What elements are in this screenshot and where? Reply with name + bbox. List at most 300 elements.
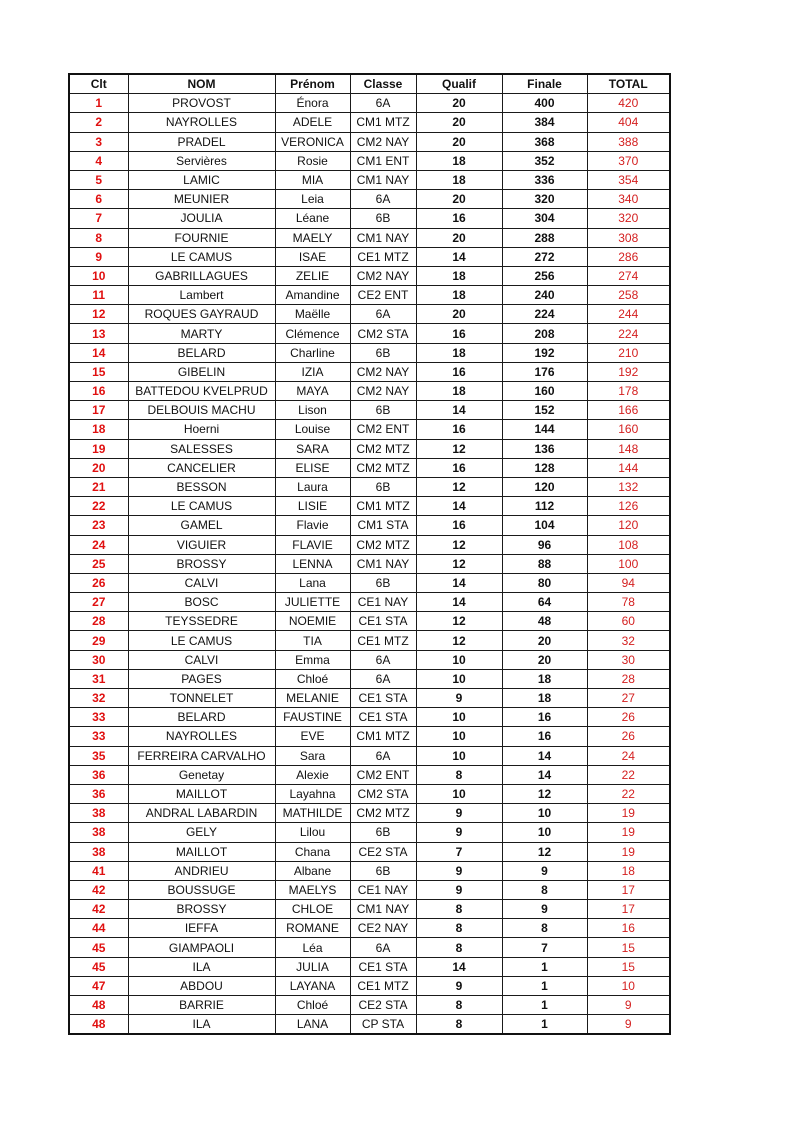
table-row xyxy=(69,439,670,458)
nom-cell: ABDOU xyxy=(128,976,275,995)
total-cell: 17 xyxy=(587,900,670,919)
classe-cell: 6A xyxy=(350,650,416,669)
total-cell: 192 xyxy=(587,362,670,381)
classe-cell: CM1 NAY xyxy=(350,554,416,573)
rank-cell: 32 xyxy=(69,689,128,708)
prenom-cell: ROMANE xyxy=(275,919,350,938)
prenom-cell: Léane xyxy=(275,209,350,228)
total-cell: 420 xyxy=(587,94,670,113)
finale-cell: 20 xyxy=(502,631,587,650)
table-row xyxy=(69,919,670,938)
nom-cell: GELY xyxy=(128,823,275,842)
rank-cell: 45 xyxy=(69,938,128,957)
finale-cell: 20 xyxy=(502,650,587,669)
table-row xyxy=(69,823,670,842)
classe-cell: CE2 ENT xyxy=(350,286,416,305)
prenom-cell: MATHILDE xyxy=(275,804,350,823)
nom-cell: LAMIC xyxy=(128,170,275,189)
table-row xyxy=(69,593,670,612)
nom-cell: TEYSSEDRE xyxy=(128,612,275,631)
table-row xyxy=(69,765,670,784)
prenom-cell: Albane xyxy=(275,861,350,880)
qualif-cell: 8 xyxy=(416,996,502,1015)
qualif-cell: 14 xyxy=(416,593,502,612)
table-row xyxy=(69,132,670,151)
prenom-cell: Énora xyxy=(275,94,350,113)
classe-cell: CM1 ENT xyxy=(350,151,416,170)
prenom-cell: FLAVIE xyxy=(275,535,350,554)
prenom-cell: Chloé xyxy=(275,669,350,688)
finale-cell: 12 xyxy=(502,784,587,803)
prenom-cell: Léa xyxy=(275,938,350,957)
rank-cell: 14 xyxy=(69,343,128,362)
total-cell: 19 xyxy=(587,842,670,861)
nom-cell: SALESSES xyxy=(128,439,275,458)
finale-cell: 136 xyxy=(502,439,587,458)
qualif-cell: 18 xyxy=(416,343,502,362)
prenom-cell: FAUSTINE xyxy=(275,708,350,727)
classe-cell: CM2 STA xyxy=(350,784,416,803)
table-row xyxy=(69,286,670,305)
qualif-cell: 20 xyxy=(416,228,502,247)
rank-cell: 18 xyxy=(69,420,128,439)
table-row xyxy=(69,880,670,899)
prenom-cell: TIA xyxy=(275,631,350,650)
qualif-cell: 18 xyxy=(416,266,502,285)
rank-cell: 21 xyxy=(69,477,128,496)
finale-cell: 384 xyxy=(502,113,587,132)
total-cell: 388 xyxy=(587,132,670,151)
total-cell: 166 xyxy=(587,401,670,420)
qualif-cell: 10 xyxy=(416,650,502,669)
finale-cell: 10 xyxy=(502,804,587,823)
header-prenom: Prénom xyxy=(275,74,350,94)
total-cell: 120 xyxy=(587,516,670,535)
qualif-cell: 20 xyxy=(416,305,502,324)
qualif-cell: 14 xyxy=(416,497,502,516)
classe-cell: CE2 STA xyxy=(350,996,416,1015)
header-classe: Classe xyxy=(350,74,416,94)
prenom-cell: LANA xyxy=(275,1015,350,1035)
rank-cell: 20 xyxy=(69,458,128,477)
rank-cell: 47 xyxy=(69,976,128,995)
table-row xyxy=(69,382,670,401)
prenom-cell: LISIE xyxy=(275,497,350,516)
finale-cell: 10 xyxy=(502,823,587,842)
finale-cell: 16 xyxy=(502,727,587,746)
classe-cell: CE1 STA xyxy=(350,689,416,708)
prenom-cell: MAYA xyxy=(275,382,350,401)
prenom-cell: Maëlle xyxy=(275,305,350,324)
finale-cell: 288 xyxy=(502,228,587,247)
classe-cell: CM2 STA xyxy=(350,324,416,343)
rank-cell: 42 xyxy=(69,900,128,919)
total-cell: 26 xyxy=(587,727,670,746)
table-row xyxy=(69,535,670,554)
table-row xyxy=(69,900,670,919)
rank-cell: 13 xyxy=(69,324,128,343)
classe-cell: CM1 NAY xyxy=(350,900,416,919)
total-cell: 178 xyxy=(587,382,670,401)
total-cell: 210 xyxy=(587,343,670,362)
nom-cell: ANDRIEU xyxy=(128,861,275,880)
header-nom: NOM xyxy=(128,74,275,94)
classe-cell: CE1 STA xyxy=(350,612,416,631)
total-cell: 148 xyxy=(587,439,670,458)
total-cell: 24 xyxy=(587,746,670,765)
finale-cell: 320 xyxy=(502,190,587,209)
table-row xyxy=(69,842,670,861)
nom-cell: LE CAMUS xyxy=(128,497,275,516)
prenom-cell: ELISE xyxy=(275,458,350,477)
classe-cell: CE1 MTZ xyxy=(350,247,416,266)
qualif-cell: 9 xyxy=(416,823,502,842)
prenom-cell: EVE xyxy=(275,727,350,746)
total-cell: 19 xyxy=(587,804,670,823)
prenom-cell: Chana xyxy=(275,842,350,861)
qualif-cell: 16 xyxy=(416,324,502,343)
table-row xyxy=(69,209,670,228)
total-cell: 224 xyxy=(587,324,670,343)
rank-cell: 38 xyxy=(69,804,128,823)
table-row xyxy=(69,113,670,132)
total-cell: 126 xyxy=(587,497,670,516)
rank-cell: 9 xyxy=(69,247,128,266)
finale-cell: 1 xyxy=(502,1015,587,1035)
classe-cell: CM1 NAY xyxy=(350,170,416,189)
table-row xyxy=(69,573,670,592)
qualif-cell: 10 xyxy=(416,669,502,688)
qualif-cell: 14 xyxy=(416,573,502,592)
classe-cell: 6B xyxy=(350,477,416,496)
finale-cell: 8 xyxy=(502,880,587,899)
total-cell: 286 xyxy=(587,247,670,266)
qualif-cell: 16 xyxy=(416,362,502,381)
table-row xyxy=(69,170,670,189)
classe-cell: CM2 MTZ xyxy=(350,804,416,823)
rank-cell: 8 xyxy=(69,228,128,247)
finale-cell: 128 xyxy=(502,458,587,477)
finale-cell: 240 xyxy=(502,286,587,305)
total-cell: 15 xyxy=(587,957,670,976)
finale-cell: 7 xyxy=(502,938,587,957)
finale-cell: 8 xyxy=(502,919,587,938)
rank-cell: 16 xyxy=(69,382,128,401)
total-cell: 15 xyxy=(587,938,670,957)
results-page xyxy=(68,73,671,1035)
nom-cell: JOULIA xyxy=(128,209,275,228)
rank-cell: 2 xyxy=(69,113,128,132)
total-cell: 100 xyxy=(587,554,670,573)
finale-cell: 9 xyxy=(502,900,587,919)
prenom-cell: ZELIE xyxy=(275,266,350,285)
rank-cell: 31 xyxy=(69,669,128,688)
nom-cell: BESSON xyxy=(128,477,275,496)
nom-cell: BROSSY xyxy=(128,900,275,919)
total-cell: 9 xyxy=(587,1015,670,1035)
total-cell: 60 xyxy=(587,612,670,631)
table-row xyxy=(69,190,670,209)
rank-cell: 5 xyxy=(69,170,128,189)
table-row xyxy=(69,708,670,727)
classe-cell: 6B xyxy=(350,823,416,842)
nom-cell: BROSSY xyxy=(128,554,275,573)
qualif-cell: 16 xyxy=(416,209,502,228)
nom-cell: BARRIE xyxy=(128,996,275,1015)
table-row xyxy=(69,669,670,688)
rank-cell: 10 xyxy=(69,266,128,285)
nom-cell: Lambert xyxy=(128,286,275,305)
finale-cell: 9 xyxy=(502,861,587,880)
total-cell: 28 xyxy=(587,669,670,688)
table-row xyxy=(69,343,670,362)
prenom-cell: Amandine xyxy=(275,286,350,305)
qualif-cell: 10 xyxy=(416,746,502,765)
total-cell: 132 xyxy=(587,477,670,496)
rank-cell: 15 xyxy=(69,362,128,381)
header-qualif: Qualif xyxy=(416,74,502,94)
finale-cell: 1 xyxy=(502,957,587,976)
finale-cell: 14 xyxy=(502,765,587,784)
prenom-cell: LAYANA xyxy=(275,976,350,995)
qualif-cell: 18 xyxy=(416,151,502,170)
total-cell: 30 xyxy=(587,650,670,669)
table-row xyxy=(69,612,670,631)
qualif-cell: 12 xyxy=(416,477,502,496)
qualif-cell: 12 xyxy=(416,631,502,650)
rank-cell: 45 xyxy=(69,957,128,976)
classe-cell: CE2 NAY xyxy=(350,919,416,938)
qualif-cell: 14 xyxy=(416,957,502,976)
prenom-cell: Rosie xyxy=(275,151,350,170)
classe-cell: 6A xyxy=(350,94,416,113)
prenom-cell: NOEMIE xyxy=(275,612,350,631)
table-row xyxy=(69,94,670,113)
total-cell: 144 xyxy=(587,458,670,477)
table-row xyxy=(69,420,670,439)
nom-cell: ROQUES GAYRAUD xyxy=(128,305,275,324)
prenom-cell: ADELE xyxy=(275,113,350,132)
nom-cell: MEUNIER xyxy=(128,190,275,209)
classe-cell: CE1 NAY xyxy=(350,880,416,899)
classe-cell: CP STA xyxy=(350,1015,416,1035)
finale-cell: 368 xyxy=(502,132,587,151)
classe-cell: CE2 STA xyxy=(350,842,416,861)
finale-cell: 192 xyxy=(502,343,587,362)
finale-cell: 18 xyxy=(502,689,587,708)
total-cell: 18 xyxy=(587,861,670,880)
total-cell: 27 xyxy=(587,689,670,708)
prenom-cell: IZIA xyxy=(275,362,350,381)
table-body xyxy=(69,94,670,1035)
classe-cell: CM1 MTZ xyxy=(350,727,416,746)
total-cell: 32 xyxy=(587,631,670,650)
qualif-cell: 12 xyxy=(416,612,502,631)
rank-cell: 29 xyxy=(69,631,128,650)
rank-cell: 36 xyxy=(69,765,128,784)
qualif-cell: 14 xyxy=(416,401,502,420)
nom-cell: BELARD xyxy=(128,708,275,727)
rank-cell: 17 xyxy=(69,401,128,420)
classe-cell: CM1 STA xyxy=(350,516,416,535)
table-row xyxy=(69,228,670,247)
prenom-cell: Charline xyxy=(275,343,350,362)
finale-cell: 304 xyxy=(502,209,587,228)
nom-cell: DELBOUIS MACHU xyxy=(128,401,275,420)
nom-cell: PROVOST xyxy=(128,94,275,113)
prenom-cell: ISAE xyxy=(275,247,350,266)
total-cell: 244 xyxy=(587,305,670,324)
table-row xyxy=(69,401,670,420)
classe-cell: CM2 MTZ xyxy=(350,439,416,458)
qualif-cell: 18 xyxy=(416,382,502,401)
table-row xyxy=(69,362,670,381)
classe-cell: 6A xyxy=(350,190,416,209)
prenom-cell: MAELY xyxy=(275,228,350,247)
finale-cell: 256 xyxy=(502,266,587,285)
header-finale: Finale xyxy=(502,74,587,94)
rank-cell: 23 xyxy=(69,516,128,535)
table-row xyxy=(69,976,670,995)
classe-cell: CM2 ENT xyxy=(350,420,416,439)
classe-cell: CM2 ENT xyxy=(350,765,416,784)
table-row xyxy=(69,458,670,477)
nom-cell: MAILLOT xyxy=(128,784,275,803)
qualif-cell: 9 xyxy=(416,689,502,708)
finale-cell: 336 xyxy=(502,170,587,189)
rank-cell: 26 xyxy=(69,573,128,592)
qualif-cell: 8 xyxy=(416,765,502,784)
prenom-cell: Flavie xyxy=(275,516,350,535)
classe-cell: 6A xyxy=(350,938,416,957)
classe-cell: 6B xyxy=(350,209,416,228)
total-cell: 108 xyxy=(587,535,670,554)
prenom-cell: CHLOE xyxy=(275,900,350,919)
classe-cell: CM2 MTZ xyxy=(350,535,416,554)
nom-cell: Genetay xyxy=(128,765,275,784)
prenom-cell: Louise xyxy=(275,420,350,439)
total-cell: 160 xyxy=(587,420,670,439)
finale-cell: 80 xyxy=(502,573,587,592)
prenom-cell: Chloé xyxy=(275,996,350,1015)
finale-cell: 400 xyxy=(502,94,587,113)
rank-cell: 41 xyxy=(69,861,128,880)
nom-cell: PRADEL xyxy=(128,132,275,151)
nom-cell: CANCELIER xyxy=(128,458,275,477)
total-cell: 94 xyxy=(587,573,670,592)
nom-cell: NAYROLLES xyxy=(128,113,275,132)
nom-cell: Servières xyxy=(128,151,275,170)
qualif-cell: 9 xyxy=(416,976,502,995)
finale-cell: 120 xyxy=(502,477,587,496)
rank-cell: 12 xyxy=(69,305,128,324)
finale-cell: 16 xyxy=(502,708,587,727)
nom-cell: VIGUIER xyxy=(128,535,275,554)
qualif-cell: 9 xyxy=(416,861,502,880)
table-row xyxy=(69,247,670,266)
nom-cell: TONNELET xyxy=(128,689,275,708)
prenom-cell: Laura xyxy=(275,477,350,496)
qualif-cell: 10 xyxy=(416,727,502,746)
qualif-cell: 14 xyxy=(416,247,502,266)
total-cell: 404 xyxy=(587,113,670,132)
classe-cell: 6B xyxy=(350,401,416,420)
nom-cell: MARTY xyxy=(128,324,275,343)
classe-cell: 6A xyxy=(350,669,416,688)
table-row xyxy=(69,497,670,516)
prenom-cell: Leia xyxy=(275,190,350,209)
total-cell: 26 xyxy=(587,708,670,727)
rank-cell: 30 xyxy=(69,650,128,669)
classe-cell: 6B xyxy=(350,343,416,362)
table-row xyxy=(69,1015,670,1035)
finale-cell: 1 xyxy=(502,976,587,995)
total-cell: 340 xyxy=(587,190,670,209)
rank-cell: 25 xyxy=(69,554,128,573)
classe-cell: CM1 MTZ xyxy=(350,497,416,516)
nom-cell: FOURNIE xyxy=(128,228,275,247)
classe-cell: CM1 MTZ xyxy=(350,113,416,132)
finale-cell: 112 xyxy=(502,497,587,516)
table-row xyxy=(69,996,670,1015)
rank-cell: 28 xyxy=(69,612,128,631)
classe-cell: 6B xyxy=(350,861,416,880)
table-header-row xyxy=(69,74,670,94)
finale-cell: 104 xyxy=(502,516,587,535)
finale-cell: 144 xyxy=(502,420,587,439)
rank-cell: 48 xyxy=(69,1015,128,1035)
table-row xyxy=(69,689,670,708)
classe-cell: CM2 NAY xyxy=(350,132,416,151)
rank-cell: 38 xyxy=(69,823,128,842)
prenom-cell: Lison xyxy=(275,401,350,420)
prenom-cell: LENNA xyxy=(275,554,350,573)
prenom-cell: Sara xyxy=(275,746,350,765)
finale-cell: 48 xyxy=(502,612,587,631)
qualif-cell: 16 xyxy=(416,420,502,439)
finale-cell: 352 xyxy=(502,151,587,170)
qualif-cell: 16 xyxy=(416,458,502,477)
qualif-cell: 20 xyxy=(416,132,502,151)
prenom-cell: JULIA xyxy=(275,957,350,976)
classe-cell: CM2 MTZ xyxy=(350,458,416,477)
rank-cell: 22 xyxy=(69,497,128,516)
nom-cell: BELARD xyxy=(128,343,275,362)
qualif-cell: 12 xyxy=(416,554,502,573)
nom-cell: NAYROLLES xyxy=(128,727,275,746)
qualif-cell: 18 xyxy=(416,286,502,305)
prenom-cell: MAELYS xyxy=(275,880,350,899)
nom-cell: BATTEDOU KVELPRUD xyxy=(128,382,275,401)
table-row xyxy=(69,727,670,746)
rank-cell: 36 xyxy=(69,784,128,803)
nom-cell: CALVI xyxy=(128,573,275,592)
table-row xyxy=(69,305,670,324)
classe-cell: 6B xyxy=(350,573,416,592)
prenom-cell: JULIETTE xyxy=(275,593,350,612)
finale-cell: 18 xyxy=(502,669,587,688)
total-cell: 274 xyxy=(587,266,670,285)
table-row xyxy=(69,266,670,285)
table-row xyxy=(69,957,670,976)
rank-cell: 6 xyxy=(69,190,128,209)
finale-cell: 14 xyxy=(502,746,587,765)
prenom-cell: SARA xyxy=(275,439,350,458)
nom-cell: Hoerni xyxy=(128,420,275,439)
nom-cell: ANDRAL LABARDIN xyxy=(128,804,275,823)
nom-cell: ILA xyxy=(128,957,275,976)
rank-cell: 11 xyxy=(69,286,128,305)
